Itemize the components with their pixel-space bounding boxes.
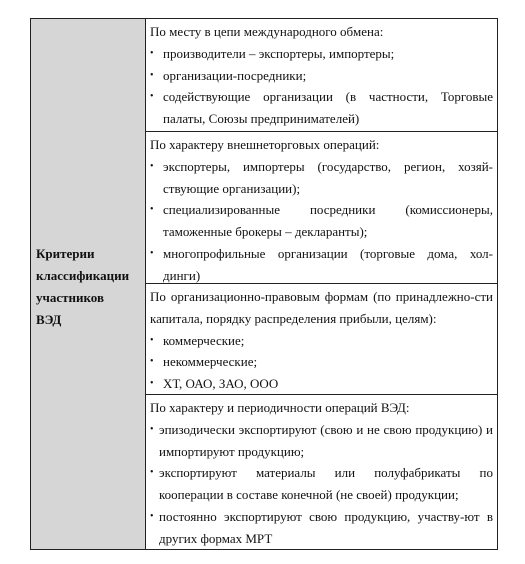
list-item-text: ХТ, ОАО, ЗАО, ООО xyxy=(163,376,279,392)
classification-table xyxy=(30,18,498,550)
bullet-icon: • xyxy=(150,334,154,346)
bullet-icon: • xyxy=(150,91,154,103)
section-heading: По месту в цепи международного обмена: xyxy=(150,24,384,39)
criteria-sections xyxy=(146,19,497,549)
section-heading: По характеру внешнеторговых операций: xyxy=(150,137,380,152)
list-item-text: производители – экспортеры, импортеры; xyxy=(163,45,395,61)
list-item-text: коммерческие; xyxy=(163,332,245,348)
list-item-text: многопрофильные организации (торговые дома, хол-динги) xyxy=(163,245,493,283)
list-item xyxy=(150,86,493,130)
section-legal-forms xyxy=(146,284,497,395)
section-periodicity xyxy=(146,395,497,549)
bullet-icon: • xyxy=(150,160,154,172)
section-operations-type xyxy=(146,132,497,284)
list-item xyxy=(150,419,493,463)
bullet-icon: • xyxy=(150,69,154,81)
bullet-icon: • xyxy=(150,423,154,435)
list-item-text: эпизодически экспортируют (свою и не свою продукцию) и импортируют продукцию; xyxy=(159,421,493,459)
list-item xyxy=(150,243,493,284)
bullet-icon: • xyxy=(150,204,154,216)
list-item xyxy=(150,156,493,200)
list-item-text: экспортеры, импортеры (государство, регион, хозяй-ствующие организации); xyxy=(163,158,493,196)
list-item-text: экспортируют материалы или полуфабрикаты по кооперации в составе конечной (не своей) продукции; xyxy=(159,465,493,503)
bullet-icon: • xyxy=(150,378,154,390)
bullet-icon: • xyxy=(150,467,154,479)
list-item xyxy=(150,330,493,352)
list-item xyxy=(150,199,493,243)
list-item xyxy=(150,65,493,87)
list-item xyxy=(150,43,493,65)
bullet-icon: • xyxy=(150,510,154,522)
section-heading: По характеру и периодичности операций ВЭД: xyxy=(150,400,410,415)
list-item-text: организации-посредники; xyxy=(163,67,307,83)
criteria-label xyxy=(36,243,148,331)
criteria-label-line: ВЭД xyxy=(36,312,62,327)
criteria-cell xyxy=(31,19,146,549)
list-item xyxy=(150,373,493,395)
list-item-text: постоянно экспортируют свою продукцию, участву-ют в других формах МРТ xyxy=(159,508,493,546)
bullet-icon: • xyxy=(150,247,154,259)
list-item xyxy=(150,351,493,373)
list-item-text: содействующие организации (в частности, Торговые палаты, Союзы предпринимателей) xyxy=(163,89,493,127)
bullet-icon: • xyxy=(150,356,154,368)
criteria-label-line: участников xyxy=(36,290,104,305)
section-heading: По организационно-правовым формам (по принадлежно-сти капитала, порядку распределения прибыли, целям): xyxy=(150,289,493,326)
bullet-icon: • xyxy=(150,47,154,59)
list-item xyxy=(150,462,493,506)
list-item xyxy=(150,506,493,549)
criteria-label-line: классификации xyxy=(36,268,130,283)
section-exchange-chain xyxy=(146,19,497,132)
criteria-label-line: Критерии xyxy=(36,246,95,261)
list-item-text: некоммерческие; xyxy=(163,354,258,370)
list-item-text: специализированные посредники (комиссионеры, таможенные брокеры – декларанты); xyxy=(163,202,493,240)
